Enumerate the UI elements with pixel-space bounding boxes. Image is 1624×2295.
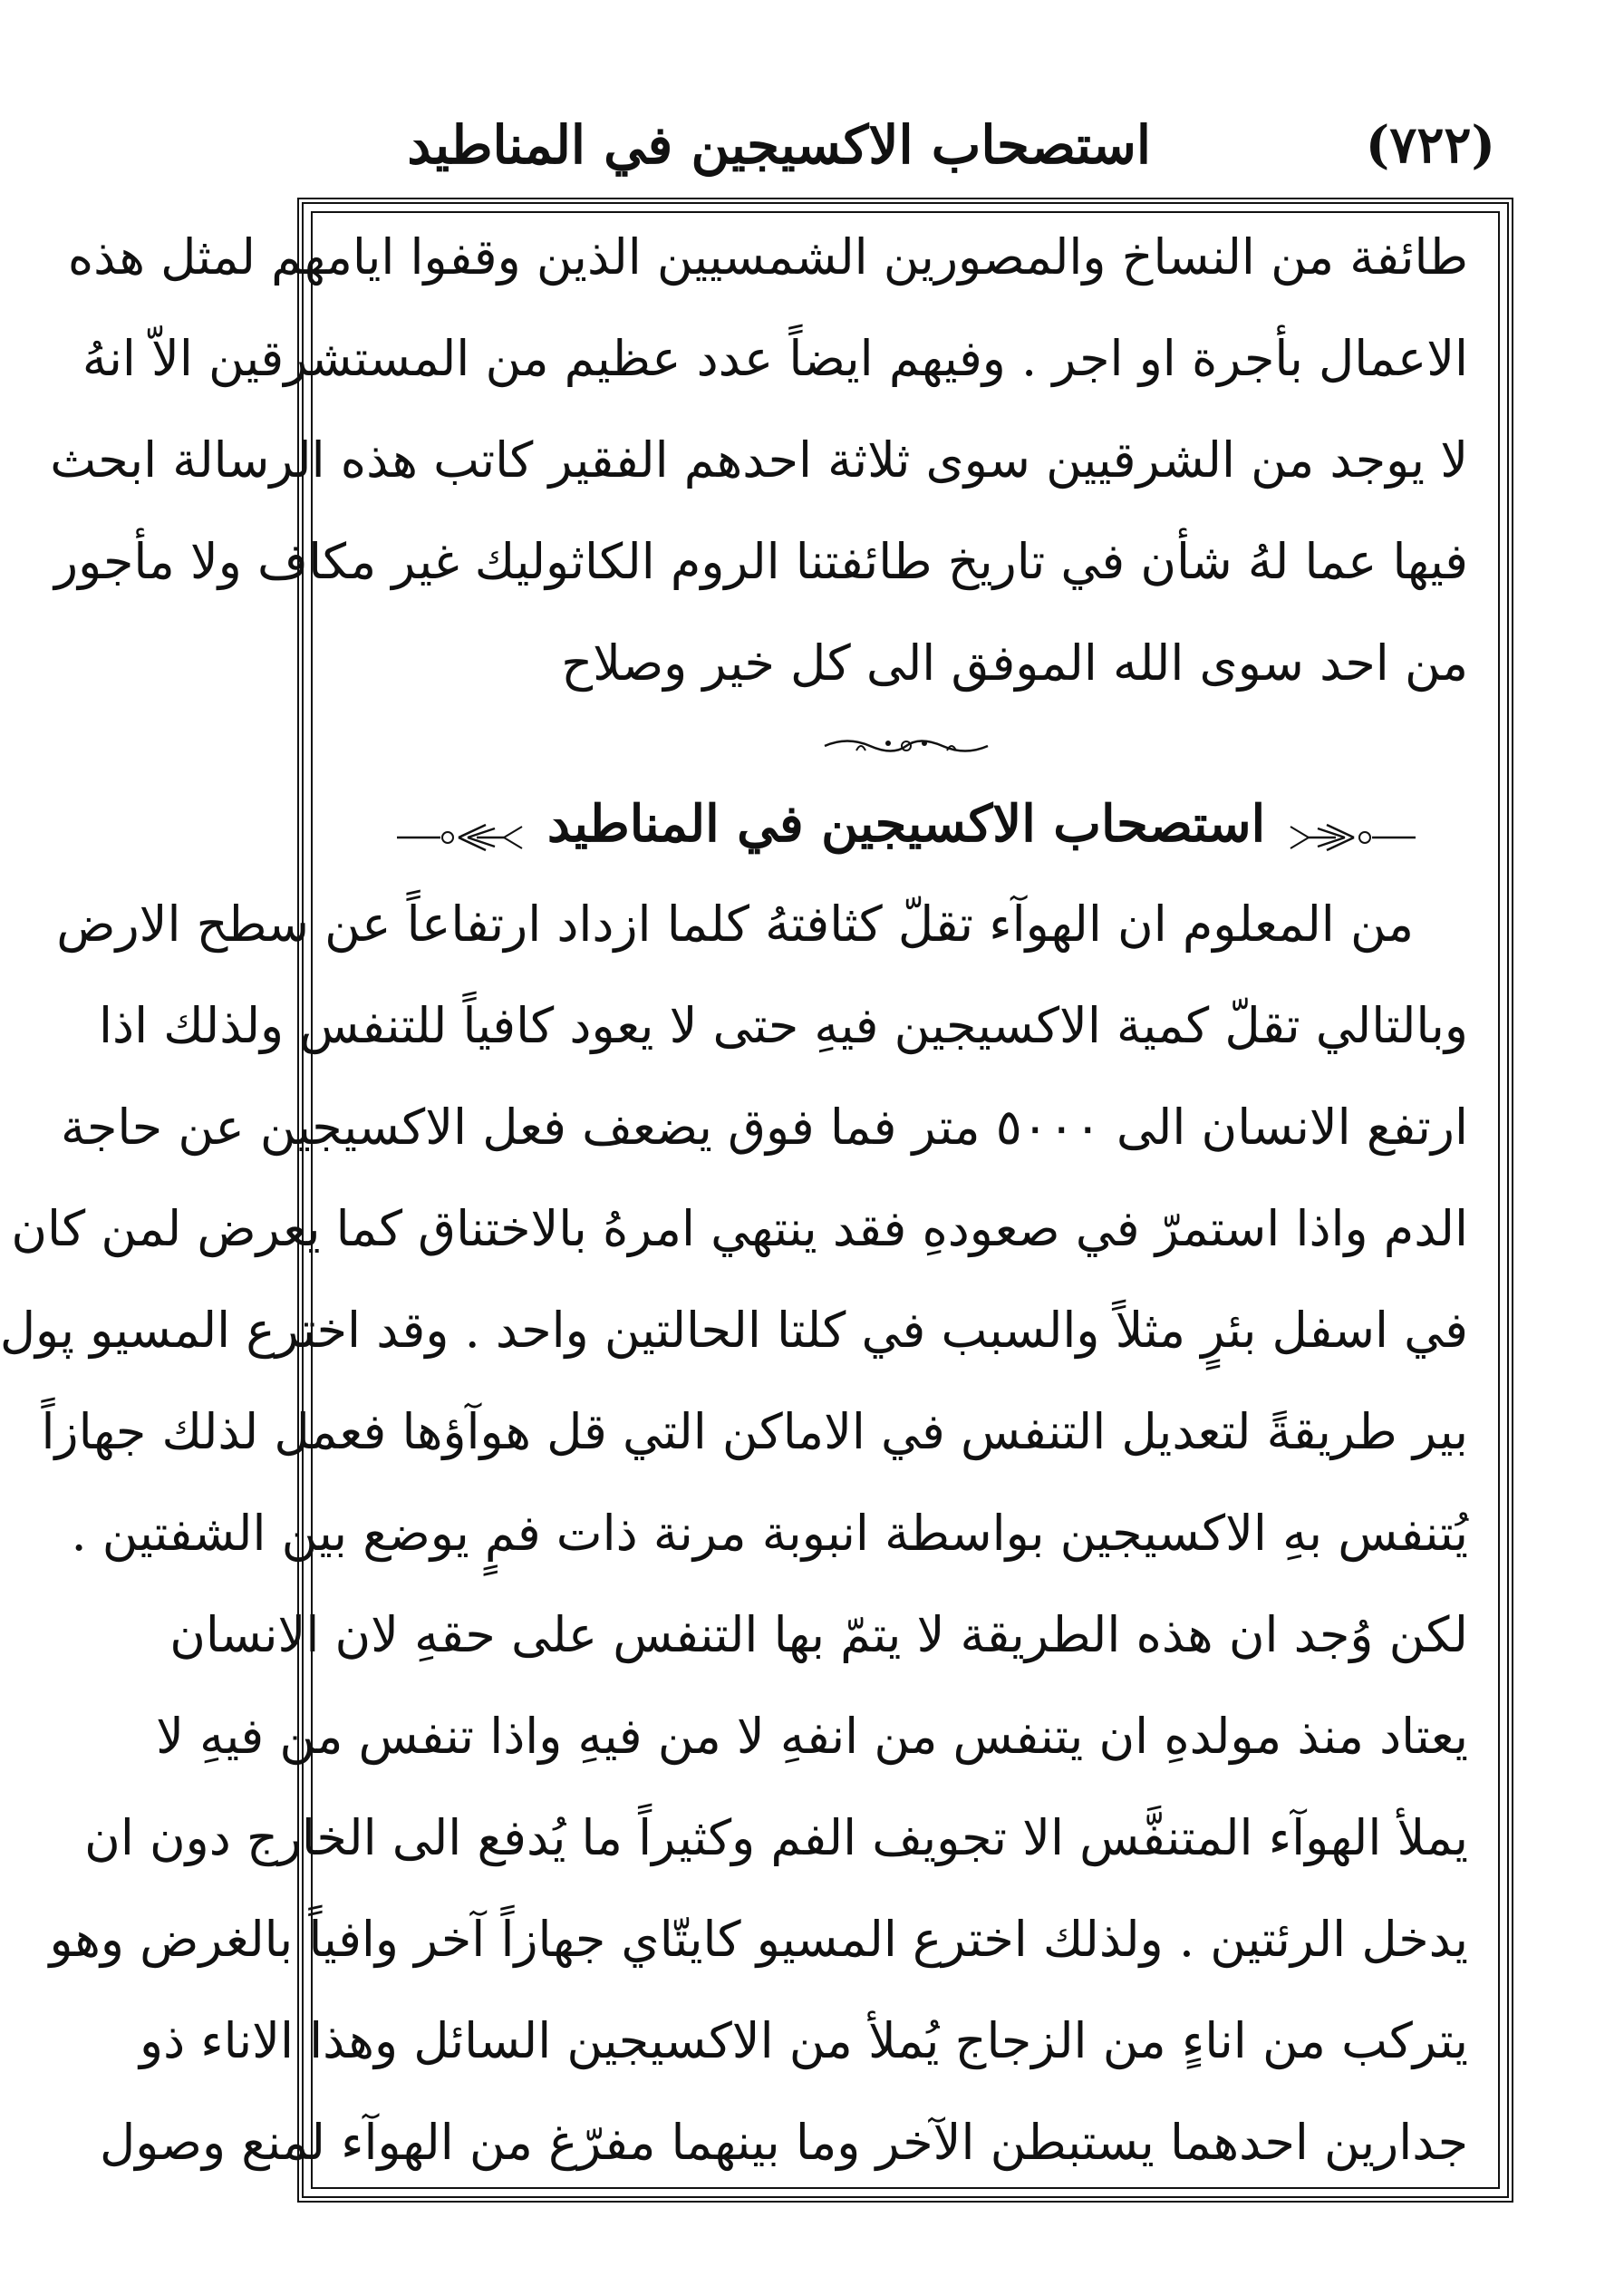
paragraph-oxygen [0, 874, 1468, 2193]
heading-flourish-left-icon [395, 819, 531, 856]
section-divider [344, 714, 1468, 774]
text-line: يتركب من اناءٍ من الزجاج يُملأ من الاكسيجين السائل وهذا الاناء ذو [140, 2012, 1468, 2069]
paragraph-closing [50, 207, 1468, 714]
text-line: جدارين احدهما يستبطن الآخر وما بينهما مفرّغ من الهوآء لمنع وصول [100, 2114, 1468, 2171]
text-line: بير طريقةً لتعديل التنفس في الاماكن التي قل هوآؤها فعمل لذلك جهازاً [41, 1403, 1468, 1460]
text-line: لكن وُجد ان هذه الطريقة لا يتمّ بها التنفس على حقهِ لان الانسان [169, 1606, 1468, 1663]
text-line: وبالتالي تقلّ كمية الاكسيجين فيهِ حتى لا يعود كافياً للتنفس ولذلك اذا [99, 997, 1468, 1054]
page-body [0, 207, 1468, 2193]
text-line: فيها عما لهُ شأن في تاريخ طائفتنا الروم الكاثوليك غير مكاف ولا مأجور [54, 533, 1468, 590]
section-title: استصحاب الاكسيجين في المناطيد [546, 794, 1266, 854]
text-line: من المعلوم ان الهوآء تقلّ كثافتهُ كلما ازداد ارتفاعاً عن سطح الارض [56, 896, 1414, 953]
text-line: من احد سوى الله الموفق الى كل خير وصلاح [561, 634, 1468, 692]
text-line: الدم واذا استمرّ في صعودهِ فقد ينتهي امرهُ بالاختناق كما يعرض لمن كان [11, 1200, 1468, 1257]
text-line: في اسفل بئرٍ مثلاً والسبب في كلتا الحالتين واحد . وقد اخترع المسيو پول [0, 1302, 1468, 1359]
text-line: يعتاد منذ مولدهِ ان يتنفس من انفهِ لا من فيهِ واذا تنفس من فيهِ لا [156, 1708, 1468, 1765]
page-header [381, 100, 1495, 190]
divider-ornament-icon [820, 732, 992, 760]
text-line: ارتفع الانسان الى ٥٠٠٠ متر فما فوق يضعف فعل الاكسيجين عن حاجة [61, 1099, 1468, 1156]
text-line: يدخل الرئتين . ولذلك اخترع المسيو كايتّاي جهازاً آخر وافياً بالغرض وهو [49, 1911, 1468, 1968]
text-line: طائفة من النساخ والمصورين الشمسيين الذين وقفوا ايامهم لمثل هذه [67, 228, 1468, 286]
running-title: استصحاب الاكسيجين في المناطيد [407, 114, 1151, 176]
text-line: الاعمال بأجرة او اجر . وفيهم ايضاً عدد عظيم من المستشرقين الاّ انهُ [82, 330, 1468, 387]
section-heading [344, 774, 1468, 874]
text-line: لا يوجد من الشرقيين سوى ثلاثة احدهم الفقير كاتب هذه الرسالة ابحث [50, 431, 1468, 489]
text-line: يُتنفس بهِ الاكسيجين بواسطة انبوبة مرنة ذات فمٍ يوضع بين الشفتين . [71, 1505, 1468, 1562]
text-line: يملأ الهوآء المتنفَّس الا تجويف الفم وكثيراً ما يُدفع الى الخارج دون ان [84, 1809, 1468, 1866]
page-number: (٧٢٢) [1365, 115, 1495, 175]
heading-flourish-right-icon [1281, 819, 1417, 856]
